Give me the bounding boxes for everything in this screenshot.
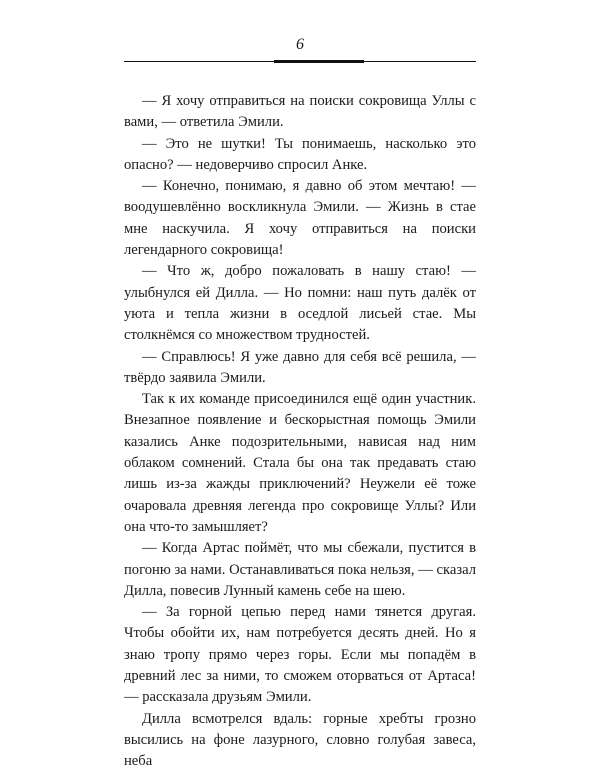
paragraph: — Справлюсь! Я уже давно для себя всё решила, — твёрдо заявила Эмили. [124, 348, 476, 386]
paragraph: — Что ж, добро пожаловать в нашу стаю! — улыбнулся ей Дилла. — Но помни: наш путь далёк от уюта и тепла жизни в оседлой лисьей стае. Мы столкнёмся со множеством трудностей. [124, 263, 476, 344]
body-text [124, 91, 476, 773]
paragraph: — Когда Артас поймёт, что мы сбежали, пустится в погоню за нами. Останавливаться пока нельзя, — сказал Дилла, повесив Лунный камень себе на шею. [124, 540, 476, 599]
paragraph: Дилла всмотрелся вдаль: горные хребты грозно высились на фоне лазурного, словно голубая завеса, неба [124, 710, 476, 770]
paragraph: Так к их команде присоединился ещё один участник. Внезапное появление и бескорыстная помощь Эмили казались Анке подозрительными, нависая над ним облаком сомнений. Стала бы она так предавать стаю лишь из-за жажды приключений? Неужели её тоже очаровала древняя легенда про сокровище Уллы? Или она что-то замышляет? [124, 391, 476, 535]
paragraph: — Это не шутки! Ты понимаешь, насколько это опасно? — недоверчиво спросил Анке. [124, 135, 476, 173]
paragraph: — Я хочу отправиться на поиски сокровища Уллы с вами, — ответила Эмили. [124, 93, 476, 131]
paragraph: — За горной цепью перед нами тянется другая. Чтобы обойти их, нам потребуется десять дней. Но я знаю тропу прямо через горы. Если мы попадём в древний лес за ними, то сможем оторваться от Артаса! — рассказала друзьям Эмили. [124, 604, 476, 706]
page-header [0, 36, 600, 66]
header-rule-left [124, 61, 274, 62]
header-rule-accent [274, 60, 364, 63]
paragraph: — Конечно, понимаю, я давно об этом мечтаю! — воодушевлённо воскликнула Эмили. — Жизнь в стае мне наскучила. Я хочу отправиться на поиски легендарного сокровища! [124, 178, 476, 259]
page-number: 6 [296, 36, 304, 53]
header-rule-right [364, 61, 476, 62]
